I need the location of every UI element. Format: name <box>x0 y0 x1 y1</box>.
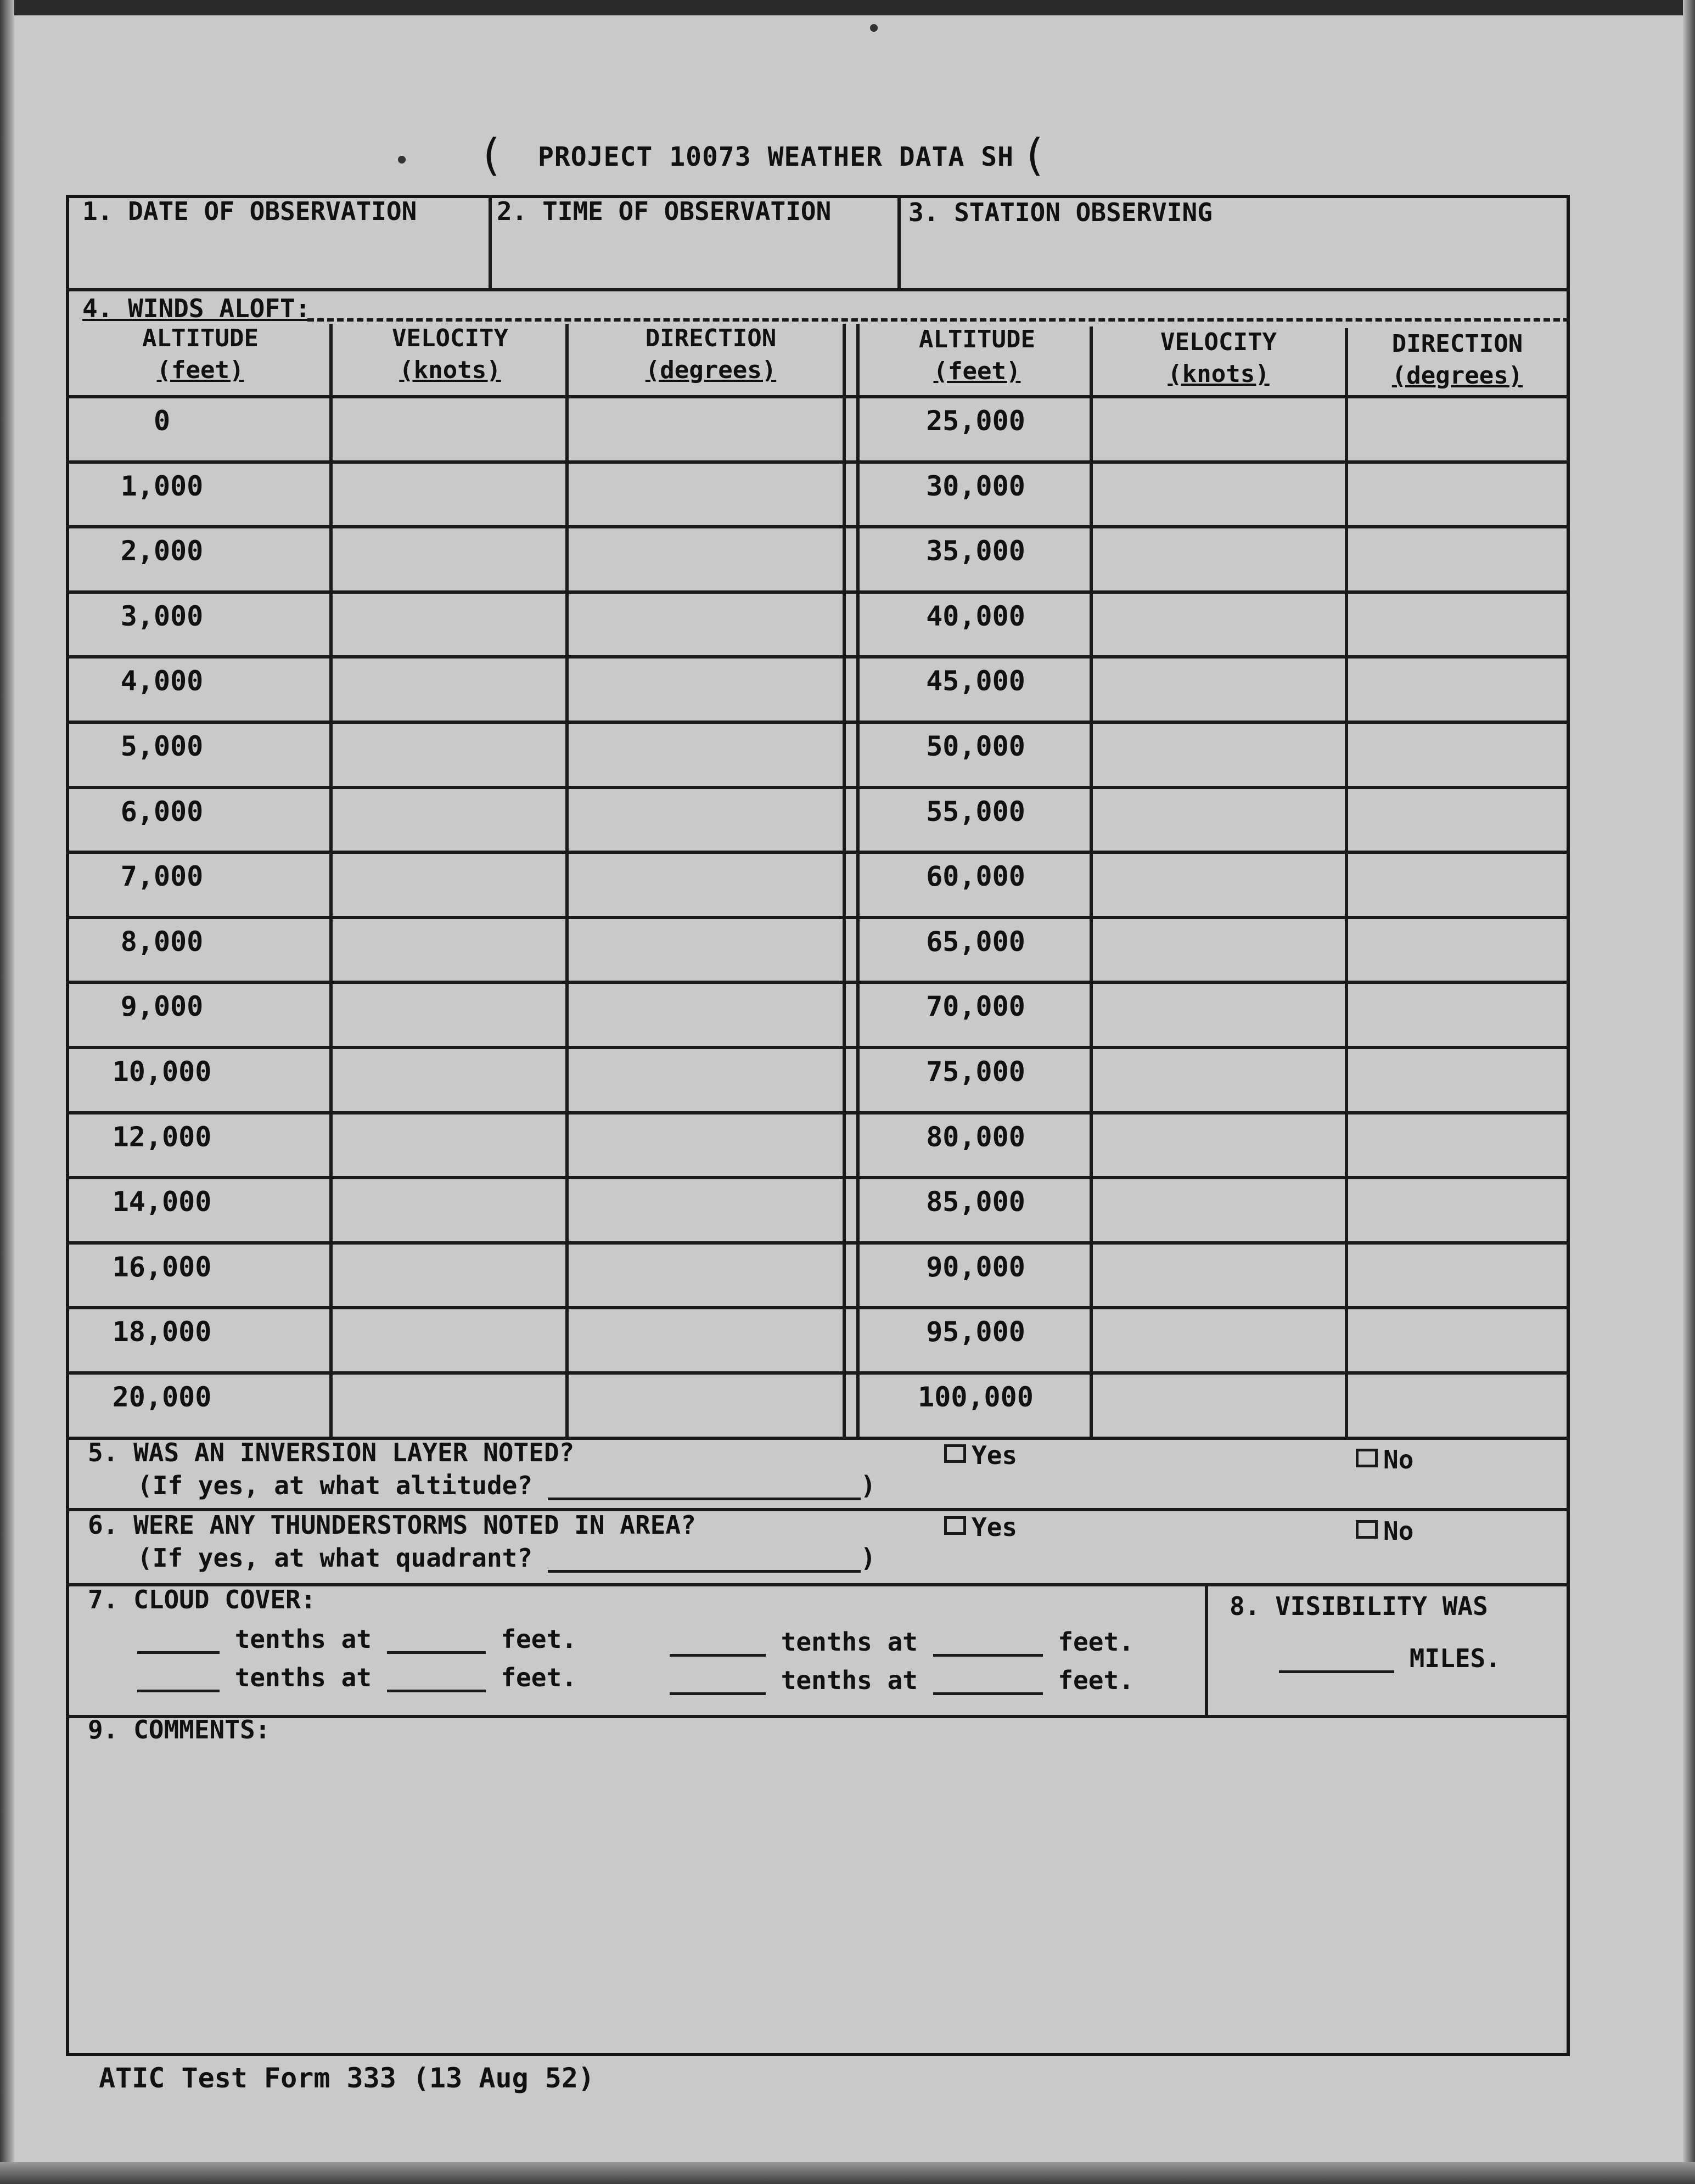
velocity-input-left[interactable] <box>332 1245 565 1304</box>
altitude-cell-right: 35,000 <box>926 535 1025 567</box>
q6-subquestion: (If yes, at what quadrant? ) <box>137 1543 876 1573</box>
velocity-input-right[interactable] <box>1092 1375 1345 1434</box>
comments-area[interactable] <box>77 1748 1559 2047</box>
q9-comments-label: 9. COMMENTS: <box>88 1715 271 1744</box>
direction-input-left[interactable] <box>568 1309 843 1369</box>
direction-input-left[interactable] <box>568 789 843 849</box>
col-header-direction-right: DIRECTION (degrees) <box>1391 330 1523 390</box>
altitude-cell-right: 40,000 <box>926 600 1025 632</box>
cloud-cover-entry: tenths at feet. <box>137 1663 577 1692</box>
cloud-height-field[interactable] <box>387 1629 486 1654</box>
velocity-input-right[interactable] <box>1092 1245 1345 1304</box>
row-divider <box>66 460 1570 464</box>
velocity-input-left[interactable] <box>332 984 565 1044</box>
altitude-cell-right: 25,000 <box>926 405 1025 437</box>
cloud-tenths-field[interactable] <box>137 1629 220 1654</box>
direction-input-right[interactable] <box>1348 1375 1567 1434</box>
q7-cloud-cover-label: 7. CLOUD COVER: <box>88 1585 316 1614</box>
cloud-tenths-field[interactable] <box>137 1668 220 1692</box>
q5-yes-label: Yes <box>972 1440 1018 1470</box>
altitude-cell-right: 85,000 <box>926 1186 1025 1218</box>
row-divider <box>66 721 1570 724</box>
row-divider <box>66 590 1570 594</box>
scan-top-border <box>0 0 1695 15</box>
velocity-input-left[interactable] <box>332 398 565 458</box>
visibility-miles-field[interactable] <box>1279 1648 1394 1673</box>
date-of-observation-label: 1. DATE OF OBSERVATION <box>82 196 417 226</box>
direction-input-right[interactable] <box>1348 984 1567 1044</box>
velocity-input-right[interactable] <box>1092 1049 1345 1109</box>
direction-input-left[interactable] <box>568 398 843 458</box>
row-divider <box>66 525 1570 528</box>
q6-no-checkbox[interactable] <box>1356 1520 1378 1539</box>
cloud-height-field[interactable] <box>933 1670 1043 1695</box>
cloud-tenths-field[interactable] <box>670 1632 766 1657</box>
velocity-input-right[interactable] <box>1092 464 1345 524</box>
direction-input-right[interactable] <box>1348 919 1567 979</box>
direction-input-left[interactable] <box>568 1049 843 1109</box>
velocity-input-left[interactable] <box>332 1049 565 1109</box>
form-id: ATIC Test Form 333 (13 Aug 52) <box>99 2062 595 2094</box>
altitude-cell-right: 95,000 <box>926 1316 1025 1348</box>
col-header-velocity-right: VELOCITY (knots) <box>1160 328 1277 388</box>
row-divider <box>66 1046 1570 1049</box>
cloud-tenths-field[interactable] <box>670 1670 766 1695</box>
direction-input-left[interactable] <box>568 1114 843 1174</box>
direction-input-right[interactable] <box>1348 1179 1567 1239</box>
q5-yes-checkbox[interactable] <box>944 1444 966 1463</box>
cloud-height-field[interactable] <box>933 1632 1043 1657</box>
q6-quadrant-field[interactable] <box>548 1548 861 1573</box>
direction-input-left[interactable] <box>568 464 843 524</box>
altitude-cell-left: 18,000 <box>112 1316 212 1348</box>
altitude-cell-left: 2,000 <box>120 535 204 567</box>
time-of-observation-label: 2. TIME OF OBSERVATION <box>497 196 832 226</box>
velocity-input-left[interactable] <box>332 528 565 588</box>
velocity-input-left[interactable] <box>332 854 565 914</box>
row-divider <box>66 1176 1570 1179</box>
altitude-cell-left: 3,000 <box>120 600 204 632</box>
scan-right-edge <box>1683 0 1695 2184</box>
scan-bracket-right: ( <box>1021 130 1048 181</box>
direction-input-right[interactable] <box>1348 1114 1567 1174</box>
q6-yes-checkbox[interactable] <box>944 1516 966 1535</box>
q5-question: 5. WAS AN INVERSION LAYER NOTED? <box>88 1438 575 1467</box>
q5-no-label: No <box>1383 1445 1414 1474</box>
q6-question: 6. WERE ANY THUNDERSTORMS NOTED IN AREA? <box>88 1510 696 1540</box>
direction-input-left[interactable] <box>568 1179 843 1239</box>
row-divider <box>66 1111 1570 1114</box>
velocity-input-right[interactable] <box>1092 919 1345 979</box>
q5-altitude-field[interactable] <box>548 1476 861 1500</box>
row-divider <box>66 1306 1570 1309</box>
direction-input-right[interactable] <box>1348 464 1567 524</box>
direction-input-right[interactable] <box>1348 398 1567 458</box>
altitude-cell-left: 10,000 <box>112 1056 212 1088</box>
scan-bottom-border <box>0 2162 1695 2184</box>
velocity-input-right[interactable] <box>1092 1114 1345 1174</box>
direction-input-left[interactable] <box>568 1375 843 1434</box>
direction-input-left[interactable] <box>568 984 843 1044</box>
altitude-cell-right: 70,000 <box>926 990 1025 1023</box>
altitude-cell-right: 30,000 <box>926 470 1025 502</box>
visibility-entry: MILES. <box>1279 1643 1501 1673</box>
divider <box>66 1715 1570 1718</box>
direction-input-right[interactable] <box>1348 1309 1567 1369</box>
velocity-input-right[interactable] <box>1092 528 1345 588</box>
altitude-cell-left: 5,000 <box>120 730 204 762</box>
col-header-velocity-left: VELOCITY (knots) <box>392 324 508 384</box>
row-divider <box>66 916 1570 919</box>
velocity-input-right[interactable] <box>1092 984 1345 1044</box>
row-divider <box>66 1371 1570 1375</box>
direction-input-right[interactable] <box>1348 658 1567 718</box>
altitude-cell-right: 50,000 <box>926 730 1025 762</box>
altitude-cell-left: 14,000 <box>112 1186 212 1218</box>
direction-input-right[interactable] <box>1348 528 1567 588</box>
q5-no-checkbox[interactable] <box>1356 1449 1378 1467</box>
direction-input-left[interactable] <box>568 854 843 914</box>
velocity-input-right[interactable] <box>1092 1309 1345 1369</box>
divider <box>307 318 1570 322</box>
velocity-input-right[interactable] <box>1092 658 1345 718</box>
col-header-altitude-right: ALTITUDE (feet) <box>919 325 1035 385</box>
row-divider <box>66 851 1570 854</box>
altitude-cell-left: 8,000 <box>120 925 204 958</box>
velocity-input-left[interactable] <box>332 919 565 979</box>
velocity-input-left[interactable] <box>332 789 565 849</box>
altitude-cell-right: 75,000 <box>926 1056 1025 1088</box>
direction-input-right[interactable] <box>1348 854 1567 914</box>
cloud-cover-entry: tenths at feet. <box>137 1624 577 1654</box>
direction-input-right[interactable] <box>1348 789 1567 849</box>
altitude-cell-left: 7,000 <box>120 860 204 893</box>
velocity-input-left[interactable] <box>332 1179 565 1239</box>
velocity-input-right[interactable] <box>1092 1179 1345 1239</box>
direction-input-left[interactable] <box>568 1245 843 1304</box>
direction-input-left[interactable] <box>568 658 843 718</box>
direction-input-left[interactable] <box>568 528 843 588</box>
velocity-input-left[interactable] <box>332 724 565 784</box>
direction-input-right[interactable] <box>1348 1245 1567 1304</box>
altitude-cell-right: 100,000 <box>918 1381 1034 1413</box>
divider <box>489 195 492 288</box>
cloud-height-field[interactable] <box>387 1668 486 1692</box>
altitude-cell-left: 0 <box>153 405 171 437</box>
col-header-direction-left: DIRECTION (degrees) <box>645 324 777 384</box>
altitude-cell-left: 9,000 <box>120 990 204 1023</box>
direction-input-left[interactable] <box>568 724 843 784</box>
direction-input-left[interactable] <box>568 919 843 979</box>
scan-bracket-left: ( <box>478 130 504 181</box>
altitude-cell-right: 65,000 <box>926 925 1025 958</box>
velocity-input-right[interactable] <box>1092 854 1345 914</box>
altitude-cell-right: 55,000 <box>926 795 1025 828</box>
altitude-cell-right: 45,000 <box>926 665 1025 697</box>
velocity-input-left[interactable] <box>332 464 565 524</box>
altitude-cell-left: 4,000 <box>120 665 204 697</box>
row-divider <box>66 981 1570 984</box>
altitude-cell-left: 6,000 <box>120 795 204 828</box>
q5-subquestion: (If yes, at what altitude? ) <box>137 1471 876 1500</box>
velocity-input-left[interactable] <box>332 1375 565 1434</box>
divider <box>1205 1583 1208 1715</box>
scan-speck: • <box>395 148 409 173</box>
form-title: PROJECT 10073 WEATHER DATA SH <box>538 142 1014 172</box>
altitude-cell-left: 1,000 <box>120 470 204 502</box>
direction-input-left[interactable] <box>568 594 843 654</box>
q6-yes-label: Yes <box>972 1512 1018 1542</box>
q6-no-label: No <box>1383 1516 1414 1546</box>
velocity-input-left[interactable] <box>332 658 565 718</box>
velocity-input-right[interactable] <box>1092 724 1345 784</box>
velocity-input-right[interactable] <box>1092 789 1345 849</box>
velocity-input-right[interactable] <box>1092 398 1345 458</box>
divider <box>843 324 846 1438</box>
col-header-altitude-left: ALTITUDE (feet) <box>142 324 259 384</box>
cloud-cover-entry: tenths at feet. <box>670 1627 1134 1657</box>
altitude-cell-left: 20,000 <box>112 1381 212 1413</box>
altitude-cell-right: 90,000 <box>926 1251 1025 1283</box>
velocity-input-right[interactable] <box>1092 594 1345 654</box>
direction-input-right[interactable] <box>1348 1049 1567 1109</box>
divider <box>897 195 901 288</box>
altitude-cell-left: 16,000 <box>112 1251 212 1283</box>
altitude-cell-right: 80,000 <box>926 1121 1025 1153</box>
scan-speck: • <box>867 16 881 42</box>
velocity-input-left[interactable] <box>332 1114 565 1174</box>
row-divider <box>66 1241 1570 1245</box>
altitude-cell-left: 12,000 <box>112 1121 212 1153</box>
scan-left-edge <box>0 0 14 2184</box>
cloud-cover-entry: tenths at feet. <box>670 1665 1134 1695</box>
row-divider <box>66 655 1570 658</box>
station-observing-label: 3. STATION OBSERVING <box>908 198 1213 227</box>
velocity-input-left[interactable] <box>332 594 565 654</box>
direction-input-right[interactable] <box>1348 594 1567 654</box>
divider <box>66 288 1570 291</box>
velocity-input-left[interactable] <box>332 1309 565 1369</box>
winds-aloft-title: 4. WINDS ALOFT: <box>82 294 311 323</box>
q8-visibility-label: 8. VISIBILITY WAS <box>1230 1591 1488 1621</box>
altitude-cell-right: 60,000 <box>926 860 1025 893</box>
direction-input-right[interactable] <box>1348 724 1567 784</box>
row-divider <box>66 786 1570 789</box>
